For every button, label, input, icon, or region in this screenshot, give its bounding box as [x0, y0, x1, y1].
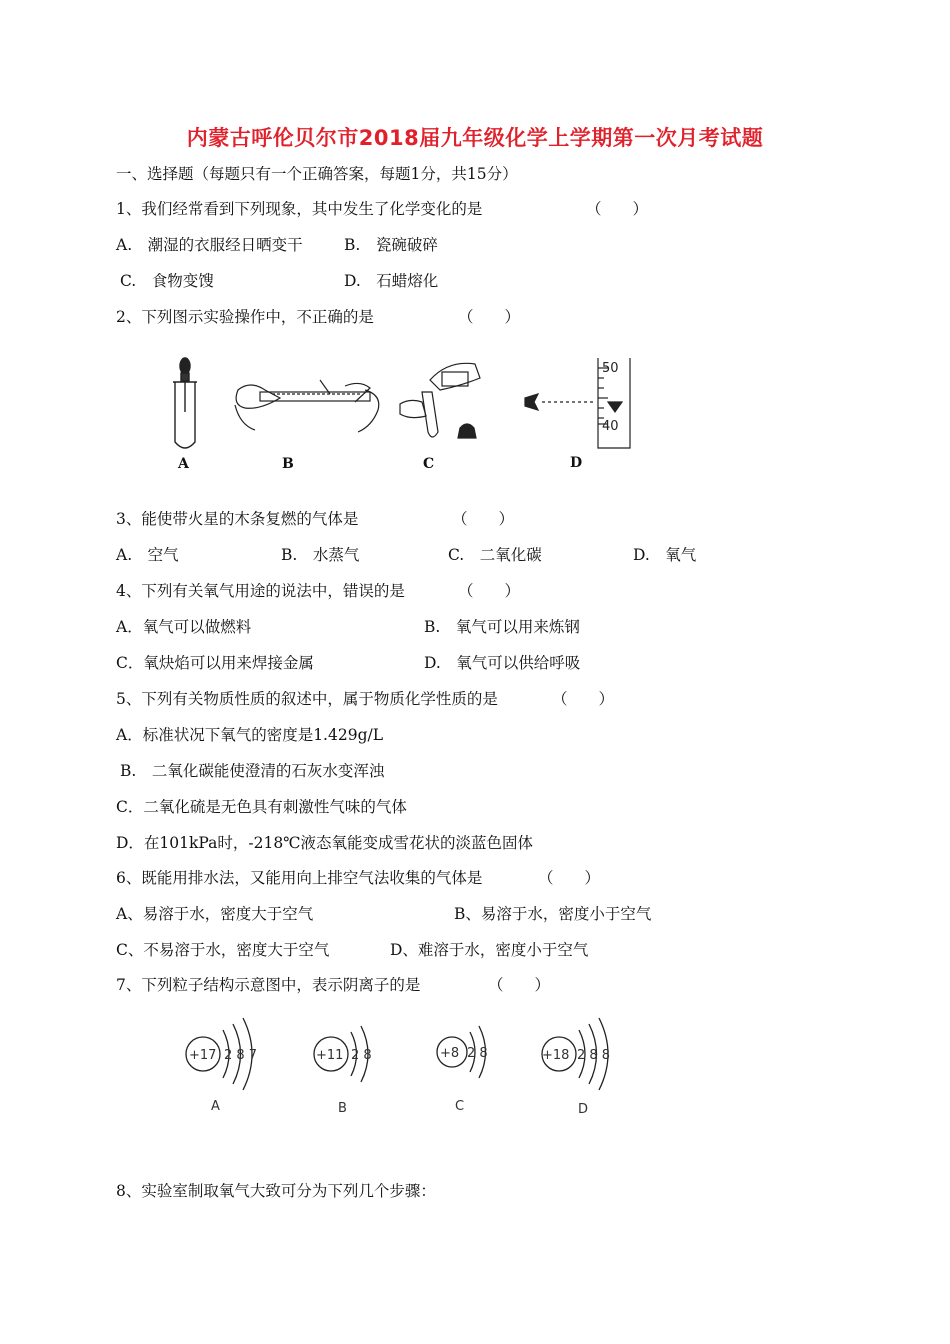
question-3-option-d: D. 氧气: [633, 546, 697, 564]
question-5-option-b: B. 二氧化碳能使澄清的石灰水变浑浊: [120, 762, 385, 780]
dropper-test-tube-illustration: [173, 358, 197, 448]
question-7-stem: 7、下列粒子结构示意图中，表示阴离子的是: [116, 976, 421, 994]
question-4-option-b: B. 氧气可以用来炼钢: [424, 618, 580, 636]
question-3-option-b: B. 水蒸气: [281, 546, 360, 564]
question-1-option-b: B. 瓷碗破碎: [344, 236, 438, 254]
question-4-option-a: A．氧气可以做燃料: [116, 618, 252, 636]
question-1-stem: 1、我们经常看到下列现象，其中发生了化学变化的是: [116, 200, 483, 218]
question-4-answer-blank: （ ）: [458, 582, 521, 600]
cylinder-tick-40: 40: [602, 419, 619, 434]
question-5-option-c: C．二氧化硫是无色具有刺激性气味的气体: [116, 798, 407, 816]
particle-label-b: B: [338, 1101, 347, 1116]
question-3-answer-blank: （ ）: [452, 510, 515, 528]
question-6-option-a: A、易溶于水，密度大于空气: [116, 905, 314, 923]
question-4-option-c: C．氧炔焰可以用来焊接金属: [116, 654, 314, 672]
lab-operations-figure: [160, 350, 640, 475]
question-1-option-c: C. 食物变馊: [120, 272, 214, 290]
question-3-option-a: A. 空气: [116, 546, 179, 564]
question-4-option-d: D. 氧气可以供给呼吸: [424, 654, 581, 672]
question-6-option-b: B、易溶于水，密度小于空气: [454, 905, 652, 923]
question-8-stem: 8、实验室制取氧气大致可分为下列几个步骤：: [116, 1182, 436, 1200]
particle-c-nucleus: +8: [440, 1046, 460, 1061]
question-3-option-c: C. 二氧化碳: [448, 546, 542, 564]
question-1-option-a: A. 潮湿的衣服经日晒变干: [116, 236, 303, 254]
particle-structure-figure: [175, 1012, 645, 1124]
question-3-stem: 3、能使带火星的木条复燃的气体是: [116, 510, 359, 528]
particle-d-nucleus: +18: [542, 1048, 570, 1063]
figure-label-d: D: [570, 455, 583, 471]
question-6-option-c: C、不易溶于水，密度大于空气: [116, 941, 330, 959]
particle-b-shells: 2 8: [351, 1048, 372, 1063]
question-1-option-d: D. 石蜡熔化: [344, 272, 439, 290]
question-5-option-d: D．在101kPa时，-218℃液态氧能变成雪花状的淡蓝色固体: [116, 834, 534, 852]
particle-a-nucleus: +17: [189, 1048, 217, 1063]
hands-horizontal-tube-illustration: [235, 380, 379, 432]
particle-label-a: A: [211, 1099, 220, 1114]
question-2-answer-blank: （ ）: [458, 308, 521, 326]
page-title: 内蒙古呼伦贝尔市2018届九年级化学上学期第一次月考试题: [186, 126, 764, 150]
question-5-option-a: A．标准状况下氧气的密度是1.429g/L: [116, 726, 384, 744]
question-5-answer-blank: （ ）: [552, 690, 615, 708]
particle-label-d: D: [578, 1102, 589, 1117]
question-5-stem: 5、下列有关物质性质的叙述中，属于物质化学性质的是: [116, 690, 498, 708]
figure-label-c: C: [423, 456, 435, 472]
particle-label-c: C: [455, 1099, 465, 1114]
particle-c-shells: 2 8: [467, 1046, 488, 1061]
question-1-answer-blank: （ ）: [586, 200, 649, 218]
figure-label-b: B: [282, 456, 294, 472]
question-6-option-d: D、难溶于水，密度小于空气: [390, 941, 589, 959]
particle-d-shells: 2 8 8: [577, 1048, 611, 1063]
question-7-answer-blank: （ ）: [488, 976, 551, 994]
question-2-stem: 2、下列图示实验操作中，不正确的是: [116, 308, 374, 326]
cylinder-tick-50: 50: [602, 361, 619, 376]
question-6-answer-blank: （ ）: [538, 869, 601, 887]
figure-label-a: A: [178, 456, 189, 472]
particle-a-shells: 2 8 7: [224, 1048, 258, 1063]
section-heading: 一、选择题（每题只有一个正确答案，每题1分，共15分）: [116, 165, 518, 183]
question-6-stem: 6、既能用排水法，又能用向上排空气法收集的气体是: [116, 869, 483, 887]
particle-b-nucleus: +11: [316, 1048, 344, 1063]
question-4-stem: 4、下列有关氧气用途的说法中，错误的是: [116, 582, 405, 600]
pouring-reagent-illustration: [400, 363, 480, 438]
